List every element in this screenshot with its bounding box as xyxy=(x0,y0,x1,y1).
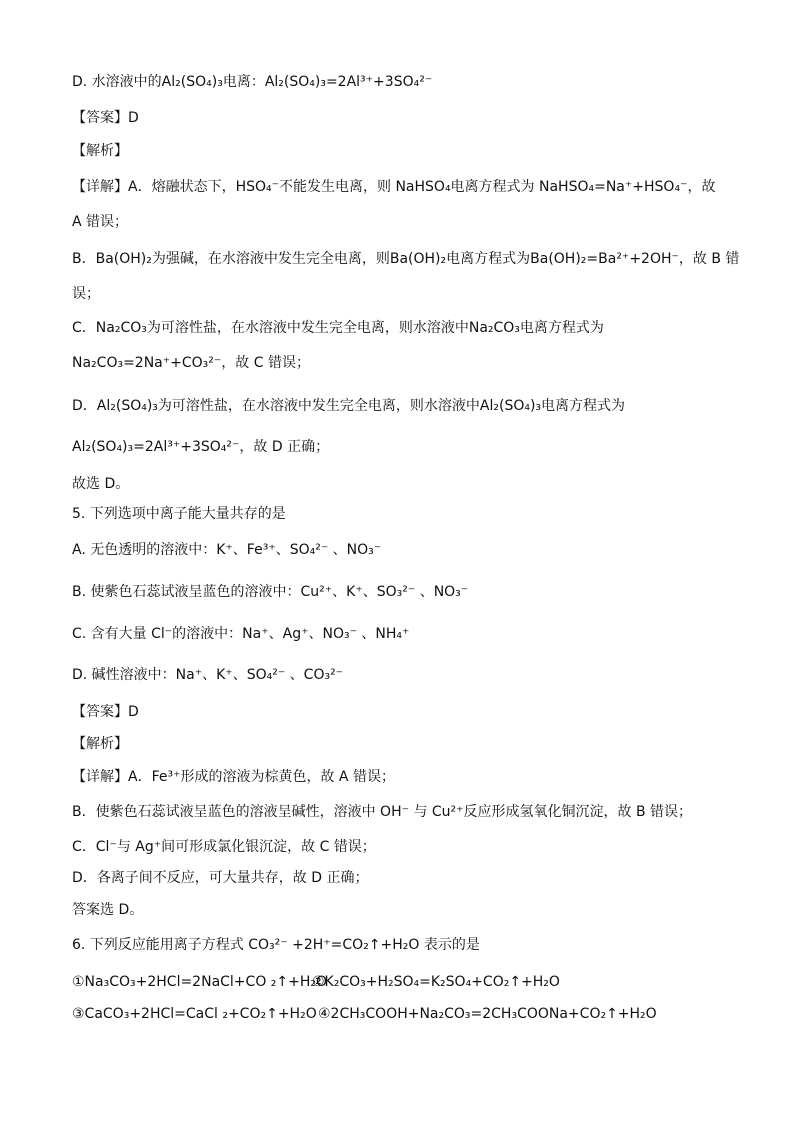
q5-option-c: C. 含有大量 Cl⁻的溶液中：Na⁺、Ag⁺、NO₃⁻ 、NH₄⁺ xyxy=(72,626,410,642)
detail-d1: D．Al₂(SO₄)₃为可溶性盐，在水溶液中发生完全电离，则水溶液中Al₂(SO₄)₃电离方程式为 xyxy=(72,398,626,414)
detail-b2: B．使紫色石蕊试液呈蓝色的溶液呈碱性，溶液中 OH⁻ 与 Cu²⁺反应形成氢氧化铜沉淀，故 B 错误； xyxy=(72,804,693,820)
answer-1 xyxy=(72,108,139,128)
detail-b1-cont: 误； xyxy=(72,286,100,302)
detail-label: 【详解】 xyxy=(72,769,128,785)
question-6: 6. 下列反应能用离子方程式 CO₃²⁻ +2H⁺=CO₂↑+H₂O 表示的是 xyxy=(72,937,480,953)
q6-option-1: ①Na₃CO₃+2HCl=2NaCl+CO ₂↑+H₂O xyxy=(72,974,328,990)
detail-label: 【详解】 xyxy=(72,179,128,195)
q5-option-b: B. 使紫色石蕊试液呈蓝色的溶液中：Cu²⁺、K⁺、SO₃²⁻ 、NO₃⁻ xyxy=(72,584,469,600)
detail-d2: D．各离子间不反应，可大量共存，故 D 正确； xyxy=(72,870,369,886)
detail-d1-eq: Al₂(SO₄)₃=2Al³⁺+3SO₄²⁻，故 D 正确； xyxy=(72,439,330,455)
analysis-label-2: 【解析】 xyxy=(72,736,128,752)
q6-option-2: ②K₂CO₃+H₂SO₄=K₂SO₄+CO₂↑+H₂O xyxy=(312,974,560,990)
detail-c2: C．Cl⁻与 Ag⁺间可形成氯化银沉淀，故 C 错误； xyxy=(72,839,376,855)
analysis-label-1: 【解析】 xyxy=(72,143,128,159)
question-5: 5. 下列选项中离子能大量共存的是 xyxy=(72,506,286,522)
conclusion-1: 故选 D。 xyxy=(72,476,130,492)
detail-a1: 【详解】A．熔融状态下，HSO₄⁻不能发生电离，则 NaHSO₄电离方程式为 NaHSO₄=Na⁺+HSO₄⁻，故 xyxy=(72,179,716,195)
detail-c1: C．Na₂CO₃为可溶性盐，在水溶液中发生完全电离，则水溶液中Na₂CO₃电离方程式为 xyxy=(72,320,604,336)
answer-value: D xyxy=(128,110,139,126)
answer-label: 【答案】 xyxy=(72,704,128,720)
detail-c1-eq: Na₂CO₃=2Na⁺+CO₃²⁻，故 C 错误； xyxy=(72,355,310,371)
q6-option-3: ③CaCO₃+2HCl=CaCl ₂+CO₂↑+H₂O xyxy=(72,1006,317,1022)
detail-a2: 【详解】A．Fe³⁺形成的溶液为棕黄色，故 A 错误； xyxy=(72,769,395,785)
answer-value: D xyxy=(128,704,139,720)
q6-option-4: ④2CH₃COOH+Na₂CO₃=2CH₃COONa+CO₂↑+H₂O xyxy=(318,1006,657,1022)
conclusion-2: 答案选 D。 xyxy=(72,902,144,918)
q5-option-a: A. 无色透明的溶液中：K⁺、Fe³⁺、SO₄²⁻ 、NO₃⁻ xyxy=(72,542,382,558)
detail-a1-cont: A 错误； xyxy=(72,214,129,230)
q4-option-d: D. 水溶液中的Al₂(SO₄)₃电离：Al₂(SO₄)₃=2Al³⁺+3SO₄²⁻ xyxy=(72,74,433,90)
q5-option-d: D. 碱性溶液中：Na⁺、K⁺、SO₄²⁻ 、CO₃²⁻ xyxy=(72,667,344,683)
answer-label: 【答案】 xyxy=(72,110,128,126)
detail-b1: B．Ba(OH)₂为强碱，在水溶液中发生完全电离，则Ba(OH)₂电离方程式为Ba(OH)₂=Ba²⁺+2OH⁻，故 B 错 xyxy=(72,251,740,267)
answer-2 xyxy=(72,702,139,722)
